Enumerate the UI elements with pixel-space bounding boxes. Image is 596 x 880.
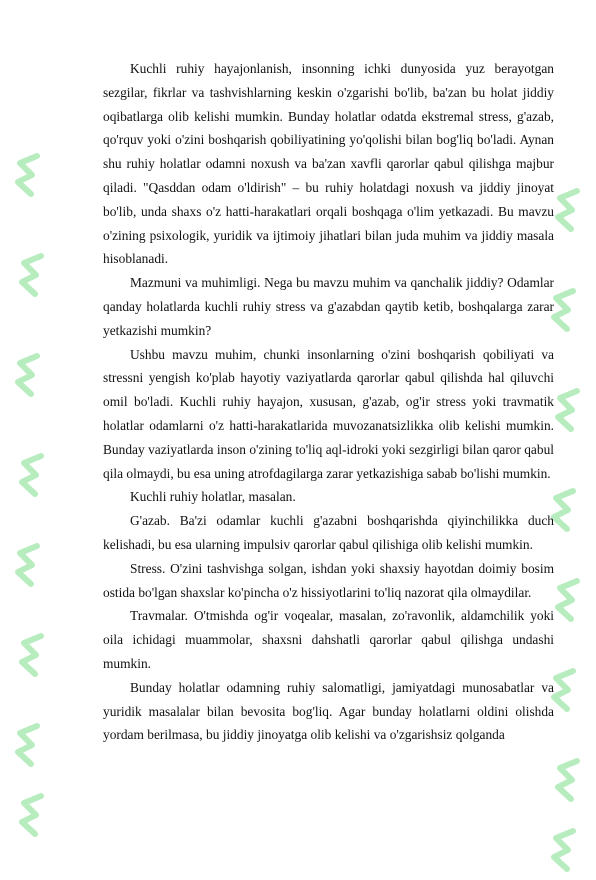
watermark-s-logo-icon	[14, 450, 48, 500]
watermark-s-logo-icon	[550, 385, 584, 435]
watermark-s-logo-icon	[10, 540, 44, 590]
watermark-left-strip	[0, 0, 60, 842]
watermark-s-logo-icon	[550, 575, 584, 625]
paragraph-8: Bunday holatlar odamning ruhiy salomatligi, jamiyatdagi munosabatlar va yuridik masalalar bilan bevosita bog'liq. Agar bunday holatlarni oldini olishda yordam berilmasa, bu jiddiy jinoyatga olib kelishi va o'zgarishsiz qolganda	[103, 679, 554, 743]
watermark-s-logo-icon	[546, 825, 580, 875]
watermark-s-logo-icon	[550, 755, 584, 805]
watermark-s-logo-icon	[14, 630, 48, 680]
paragraph-4: Kuchli ruhiy holatlar, masalan.	[130, 489, 296, 505]
watermark-s-logo-icon	[10, 150, 44, 200]
watermark-s-logo-icon	[10, 720, 44, 770]
paragraph-2: Mazmuni va muhimligi. Nega bu mavzu muhim va qanchalik jiddiy? Odamlar qanday holatlarda kuchli ruhiy stress va g'azabdan qaytib ketib, boshqalarga zarar yetkazishi mumkin?	[103, 275, 554, 338]
paragraph-7: Travmalar. O'tmishda og'ir voqealar, masalan, zo'ravonlik, aldamchilik yoki oila ichidagi muammolar, shaxsni dahshatli qarorlar qabul qilishga undashi mumkin.	[103, 608, 554, 671]
paragraph-6: Stress. O'zini tashvishga solgan, ishdan yoki shaxsiy hayotdan doimiy bosim ostida bo'lgan shaxslar ko'pincha o'z hissiyotlarini to'liq nazorat qila olmaydilar.	[103, 560, 554, 600]
paragraph-5: G'azab. Ba'zi odamlar kuchli g'azabni boshqarishda qiyinchilikka duch kelishadi, bu esa ularning impulsiv qarorlar qabul qilishiga olib kelishi mumkin.	[103, 513, 554, 552]
watermark-s-logo-icon	[550, 185, 584, 235]
watermark-s-logo-icon	[14, 250, 48, 300]
watermark-s-logo-icon	[14, 790, 48, 840]
paragraph-1: Kuchli ruhiy hayajonlanish, insonning ichki dunyosida yuz berayotgan sezgilar, fikrlar va tashvishlarning keskin o'zgarishi bo'lib, ba'zan bu holat jiddiy oqibatlarga olib kelishi mumkin. Bunday holatlar odatda ekstremal stress, g'azab, qo'rquv yoki o'zini boshqarish qobiliyatining yo'qolishi bilan bog'liq bo'ladi. Aynan shu ruhiy holatlar odamni noxush va ba'zan xavfli qarorlar qabul qilishga majbur qiladi. "Qasddan odam o'ldirish" – bu ruhiy holatdagi noxush va jiddiy jinoyat bo'lib, unda shaxs o'z hatti-harakatlari orqali boshqaga o'lim yetkazadi. Bu mavzu o'zining psixologik, yuridik va ijtimoiy jihatlari bilan juda muhim va jiddiy masala hisoblanadi.	[103, 61, 554, 267]
paragraph-3: Ushbu mavzu muhim, chunki insonlarning o'zini boshqarish qobiliyati va stressni yengish ko'plab hayotiy vaziyatlarda qarorlar qabul qilishda hal qiluvchi omil bo'ladi. Kuchli ruhiy hayajon, xususan, g'azab, og'ir stress yoki travmatik holatlar odamlarni o'z hatti-harakatlarida muvozanatsizlikka olib kelishi mumkin. Bunday vaziyatlarda inson o'zining to'liq aql-idroki yoki sezgirligi bilan qaror qabul qila olmaydi, bu esa uning atrofdagilarga zarar yetkazishiga sabab bo'lishi mumkin.	[103, 346, 554, 481]
document-body	[103, 57, 554, 747]
watermark-s-logo-icon	[10, 350, 44, 400]
